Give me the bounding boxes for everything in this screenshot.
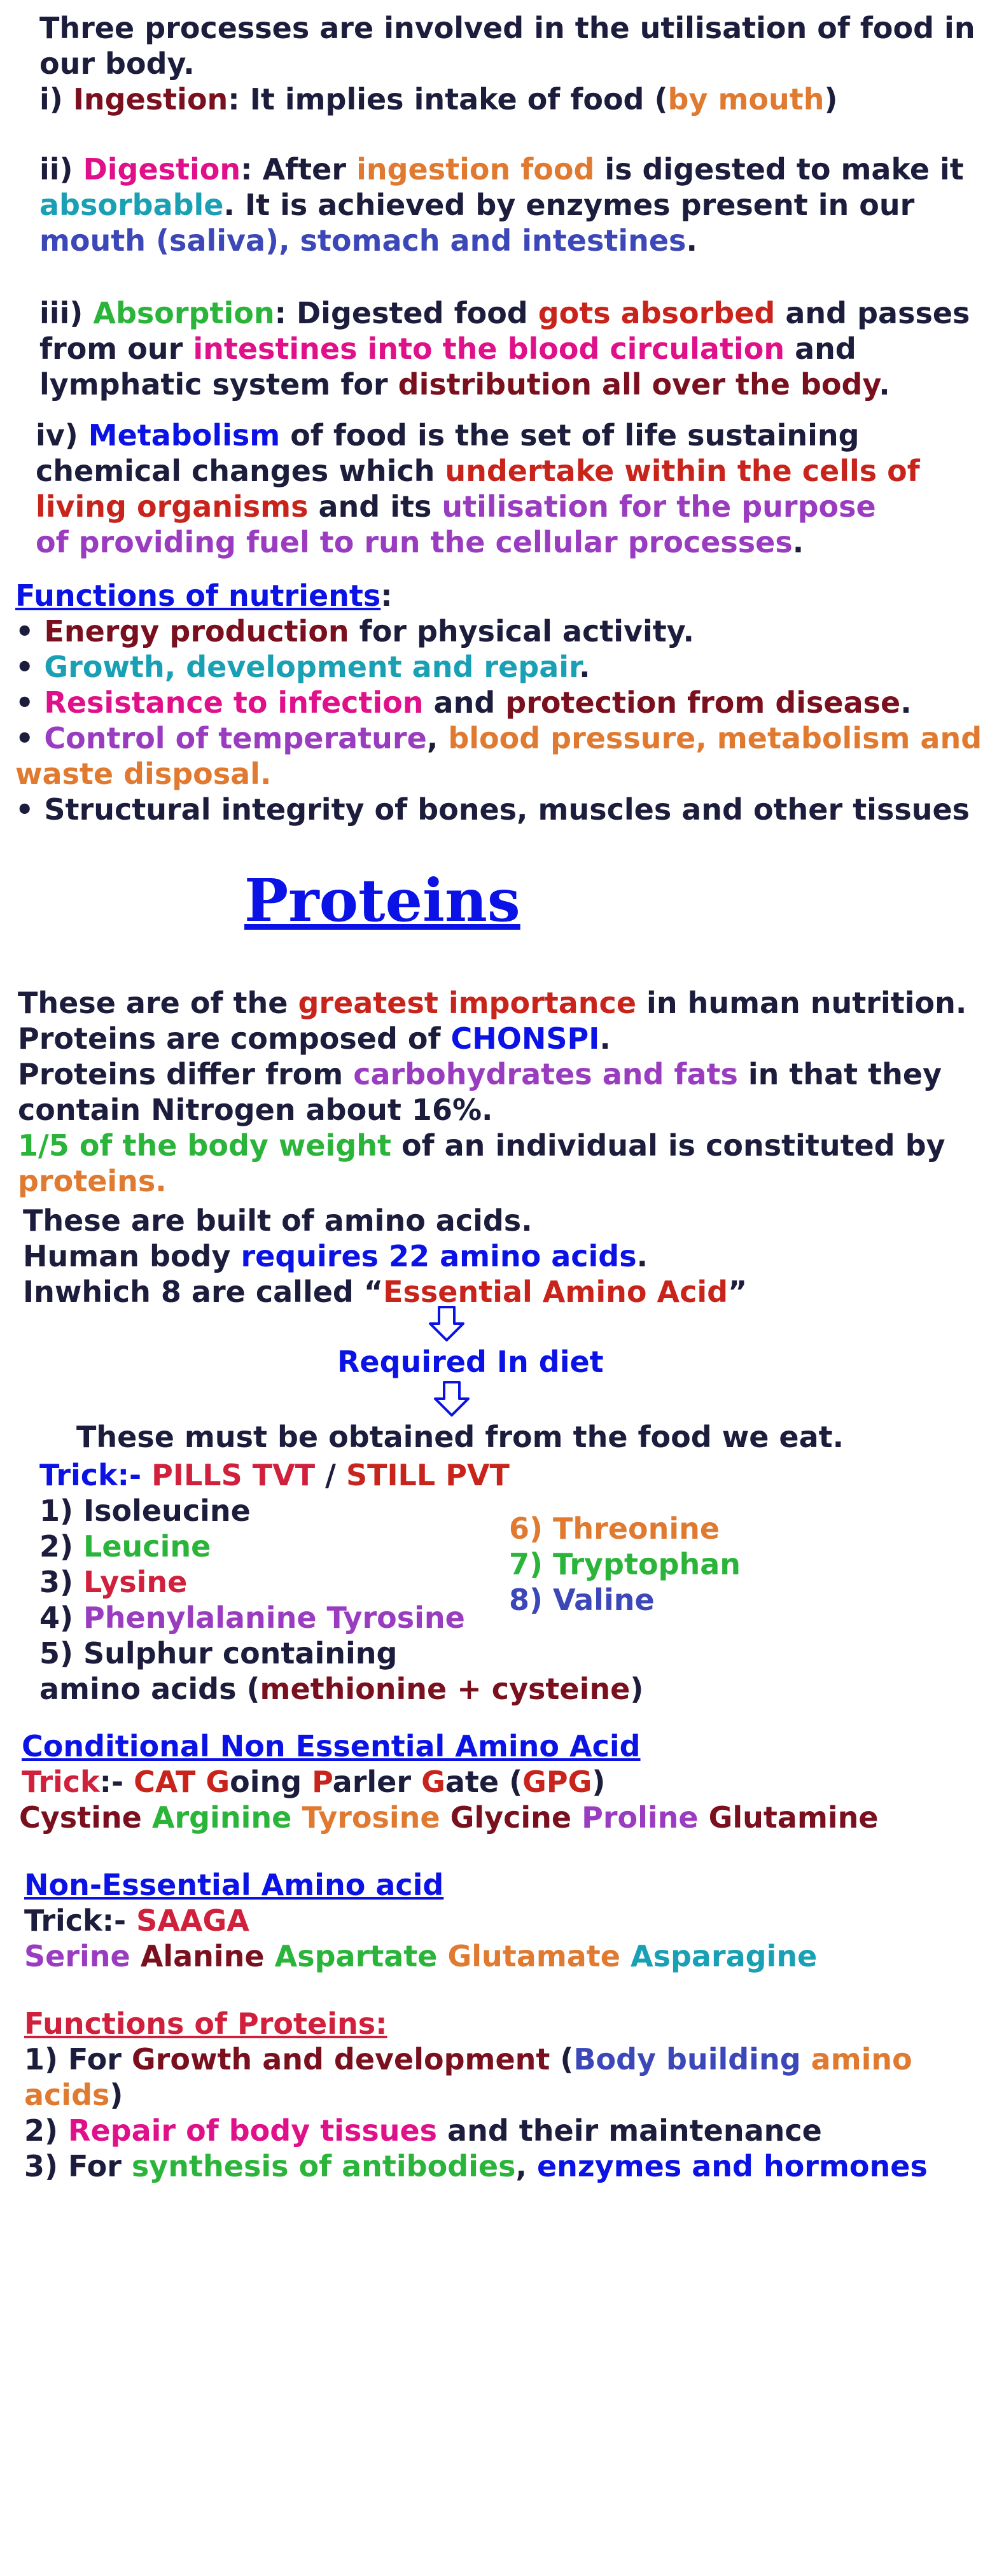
trick-letters: G — [421, 1765, 445, 1799]
nutrient-text: for physical activity. — [349, 614, 694, 648]
proteins-text: These are of the — [18, 986, 298, 1020]
metabolism-line-4 — [36, 524, 804, 560]
amino-acid-name: Aspartate — [274, 1939, 438, 1973]
absorption-text: . — [879, 367, 890, 402]
bullet: • — [15, 721, 45, 755]
function-highlight: acids — [24, 2078, 110, 2112]
proteins-text: . — [636, 1239, 648, 1273]
metabolism-term: Metabolism — [88, 418, 281, 452]
amino-acid-name: Glycine — [450, 1800, 572, 1835]
metabolism-line-2 — [36, 453, 920, 489]
bullet: • — [15, 685, 45, 720]
proteins-highlight: CHONSPI — [450, 1021, 600, 1056]
item-number: iii) — [39, 296, 94, 330]
absorption-highlight: distribution all over the body — [398, 367, 879, 402]
function-text: ) — [109, 2078, 123, 2112]
proteins-title: Proteins — [244, 866, 520, 935]
metabolism-highlight: utilisation for the purpose — [442, 489, 876, 524]
nutrient-highlight: Energy production — [44, 614, 349, 648]
proteins-text: These are built of amino acids. — [23, 1203, 533, 1238]
intro-text: Three processes are involved in the utilisation of food in — [39, 11, 975, 45]
nonessential-heading: Non-Essential Amino acid — [24, 1868, 444, 1902]
proteins-highlight: proteins. — [18, 1164, 167, 1198]
essential-item-right: 8) Valine — [509, 1583, 655, 1617]
proteins-highlight: greatest importance — [298, 986, 637, 1020]
trick-text: ) — [592, 1765, 606, 1799]
function-text: ( — [550, 2042, 574, 2076]
absorption-text: from our — [39, 332, 193, 366]
metabolism-text: . — [792, 525, 804, 559]
amino-acid-name: Leucine — [83, 1529, 211, 1564]
nutrient-item — [15, 613, 694, 649]
metabolism-text: chemical changes which — [36, 454, 445, 488]
nutrient-item — [15, 685, 912, 720]
function-text: 3) For — [24, 2149, 132, 2183]
trick-label: Trick:- — [39, 1458, 152, 1492]
proteins-text: ” — [728, 1275, 748, 1309]
trick-separator: :- — [99, 1765, 134, 1799]
proteins-text: in human nutrition. — [636, 986, 967, 1020]
essential-item-right: 7) Tryptophan — [509, 1547, 741, 1581]
function-highlight: Growth and development — [131, 2042, 550, 2076]
digestion-term: Digestion — [83, 152, 241, 186]
essential-trick-line — [39, 1457, 510, 1493]
amino-acid-text: ) — [630, 1672, 644, 1706]
nutrient-highlight: Growth, development and repair — [44, 650, 580, 684]
nutrient-text: , — [426, 721, 449, 755]
obtained-line: These must be obtained from the food we eat. — [76, 1420, 844, 1454]
trick-text: oing — [230, 1765, 312, 1799]
proteins-highlight: requires 22 amino acids — [241, 1239, 637, 1273]
amino-acid-name: Phenylalanine Tyrosine — [83, 1600, 465, 1635]
amino-acid-name: Glutamine — [708, 1800, 879, 1835]
digestion-highlight: absorbable — [39, 188, 224, 222]
amino-acid-name: Tyrosine — [302, 1800, 440, 1835]
ingestion-line — [39, 81, 838, 117]
proteins-text: Human body — [23, 1239, 241, 1273]
amino-acid-name: Alanine — [140, 1939, 265, 1973]
bullet: • — [15, 650, 45, 684]
amino-acid-name: Isoleucine — [83, 1494, 251, 1528]
proteins-text: Inwhich 8 are called “ — [23, 1275, 384, 1309]
proteins-text: of an individual is constituted by — [391, 1128, 945, 1163]
digestion-text: . It is achieved by enzymes present in our — [223, 188, 915, 222]
trick-label: Trick:- — [24, 1903, 137, 1938]
function-highlight: enzymes and hormones — [536, 2149, 928, 2183]
proteins-line — [18, 1021, 611, 1056]
proteins-line — [18, 1163, 167, 1199]
essential-item — [39, 1529, 211, 1564]
nutrients-heading-line — [15, 578, 393, 613]
nutrient-highlight: waste disposal. — [15, 757, 272, 791]
amino-acid-text: amino acids ( — [39, 1672, 260, 1706]
amino-acid-name: Glutamate — [447, 1939, 620, 1973]
proteins-text: . — [599, 1021, 611, 1056]
proteins-line — [18, 1056, 942, 1092]
ingestion-highlight: by mouth — [667, 82, 825, 116]
amino-acid-name: Arginine — [151, 1800, 292, 1835]
item-number: i) — [39, 82, 73, 116]
amino-acid-name: Sulphur containing — [83, 1636, 398, 1670]
nutrient-highlight: protection from disease — [505, 685, 901, 720]
proteins-highlight: carbohydrates and fats — [353, 1057, 738, 1091]
metabolism-highlight: of providing fuel to run the cellular processes — [36, 525, 793, 559]
intro-line-1 — [39, 10, 975, 46]
function-highlight: Repair of body tissues — [68, 2113, 438, 2148]
function-highlight: synthesis of antibodies — [131, 2149, 516, 2183]
absorption-line-3 — [39, 367, 890, 402]
nutrients-heading: Functions of nutrients — [15, 578, 381, 613]
nutrient-text: . — [579, 650, 590, 684]
trick-text: ate ( — [445, 1765, 523, 1799]
function-text: and their maintenance — [437, 2113, 822, 2148]
metabolism-text: and its — [308, 489, 442, 524]
nutrient-highlight: Resistance to infection — [44, 685, 424, 720]
trick-letters: GPG — [522, 1765, 592, 1799]
conditional-heading: Conditional Non Essential Amino Acid — [22, 1729, 641, 1763]
nutrient-highlight: blood pressure, metabolism and — [448, 721, 982, 755]
nutrient-item — [15, 649, 590, 685]
proteins-highlight: 1/5 of the body weight — [18, 1128, 391, 1163]
digestion-text: : After — [241, 152, 357, 186]
nutrient-highlight: Control of temperature — [44, 721, 427, 755]
digestion-highlight: mouth (saliva), stomach and intestines — [39, 223, 687, 258]
proteins-highlight: Essential Amino Acid — [383, 1275, 729, 1309]
ingestion-text: : It implies intake of food ( — [228, 82, 668, 116]
amino-acid-name: Serine — [24, 1939, 130, 1973]
proteins-line — [23, 1203, 533, 1238]
proteins-text: Proteins are composed of — [18, 1021, 451, 1056]
trick-mnemonic: STILL PVT — [345, 1458, 510, 1492]
proteins-text: in that they — [737, 1057, 942, 1091]
ingestion-text-end: ) — [824, 82, 838, 116]
trick-mnemonic: SAAGA — [136, 1903, 249, 1938]
nonessential-list — [24, 1938, 817, 1974]
absorption-term: Absorption — [93, 296, 275, 330]
absorption-line-1 — [39, 295, 970, 331]
trick-letters: P — [312, 1765, 333, 1799]
function-item — [24, 2113, 822, 2148]
trick-separator: / — [315, 1458, 346, 1492]
essential-item-right: 6) Threonine — [509, 1511, 720, 1546]
bullet: • — [15, 614, 45, 648]
function-highlight: amino — [800, 2042, 912, 2076]
amino-acid-name: Proline — [582, 1800, 699, 1835]
item-number: 1) — [39, 1494, 84, 1528]
nutrient-text: and — [423, 685, 506, 720]
trick-letters: CAT — [134, 1765, 196, 1799]
item-number: iv) — [36, 418, 88, 452]
digestion-highlight: ingestion food — [356, 152, 595, 186]
absorption-text: : Digested food — [274, 296, 538, 330]
nutrient-text: . — [900, 685, 912, 720]
metabolism-line-3 — [36, 489, 876, 524]
intro-line-2 — [39, 46, 195, 81]
nutrient-item-cont — [15, 756, 271, 792]
function-item — [24, 2041, 912, 2077]
proteins-line — [23, 1238, 648, 1274]
metabolism-highlight: living organisms — [36, 489, 309, 524]
absorption-highlight: gots absorbed — [538, 296, 776, 330]
metabolism-text: of food is the set of life sustaining — [280, 418, 860, 452]
item-number: 3) — [39, 1565, 84, 1599]
digestion-text: . — [686, 223, 697, 258]
proteins-text: contain Nitrogen about 16%. — [18, 1093, 493, 1127]
metabolism-highlight: undertake within the cells of — [445, 454, 920, 488]
absorption-text: lymphatic system for — [39, 367, 398, 402]
required-in-diet: Required In diet — [337, 1345, 604, 1379]
amino-acid-name: Cystine — [19, 1800, 142, 1835]
item-number: 5) — [39, 1636, 84, 1670]
absorption-line-2 — [39, 331, 856, 367]
function-item — [24, 2148, 928, 2184]
absorption-text: and passes — [775, 296, 970, 330]
amino-acid-name: Lysine — [83, 1565, 188, 1599]
nonessential-trick-line — [24, 1903, 249, 1938]
proteins-line — [18, 985, 966, 1021]
essential-item — [39, 1600, 465, 1635]
nutrient-item — [15, 720, 982, 756]
nutrient-item — [15, 792, 970, 827]
amino-acid-highlight: methionine + cysteine — [260, 1672, 631, 1706]
ingestion-term: Ingestion — [73, 82, 228, 116]
trick-text: arler — [332, 1765, 422, 1799]
digestion-line-1 — [39, 151, 964, 187]
function-highlight: Body building — [573, 2042, 801, 2076]
item-number: 4) — [39, 1600, 84, 1635]
essential-item — [39, 1493, 251, 1529]
digestion-text: is digested to make it — [594, 152, 964, 186]
essential-item — [39, 1564, 187, 1600]
heading-colon: : — [380, 578, 393, 613]
function-text: 1) For — [24, 2042, 132, 2076]
digestion-line-2 — [39, 187, 914, 223]
absorption-text: and — [784, 332, 856, 366]
item-number: 2) — [39, 1529, 84, 1564]
essential-item-cont — [39, 1671, 643, 1707]
proteins-line — [18, 1092, 493, 1128]
function-item-cont — [24, 2077, 123, 2113]
digestion-line-3 — [39, 223, 697, 258]
trick-label: Trick — [22, 1765, 100, 1799]
proteins-text: Proteins differ from — [18, 1057, 354, 1091]
bullet: • — [15, 792, 45, 827]
conditional-list — [19, 1800, 879, 1835]
nutrient-text: Structural integrity of bones, muscles and other tissues — [44, 792, 970, 827]
function-text: , — [515, 2149, 537, 2183]
essential-item — [39, 1635, 397, 1671]
trick-mnemonic: PILLS TVT — [151, 1458, 316, 1492]
amino-acid-name: Asparagine — [631, 1939, 818, 1973]
conditional-trick-line — [22, 1764, 605, 1800]
function-text: 2) — [24, 2113, 69, 2148]
proteins-line — [18, 1128, 945, 1163]
intro-text: our body. — [39, 46, 195, 81]
trick-letters: G — [195, 1765, 230, 1799]
functions-heading: Functions of Proteins: — [24, 2006, 387, 2041]
absorption-highlight: intestines into the blood circulation — [193, 332, 785, 366]
metabolism-line-1 — [36, 417, 860, 453]
proteins-line — [23, 1274, 747, 1310]
item-number: ii) — [39, 152, 83, 186]
down-arrow-icon — [428, 1305, 466, 1343]
down-arrow-icon — [433, 1380, 471, 1418]
